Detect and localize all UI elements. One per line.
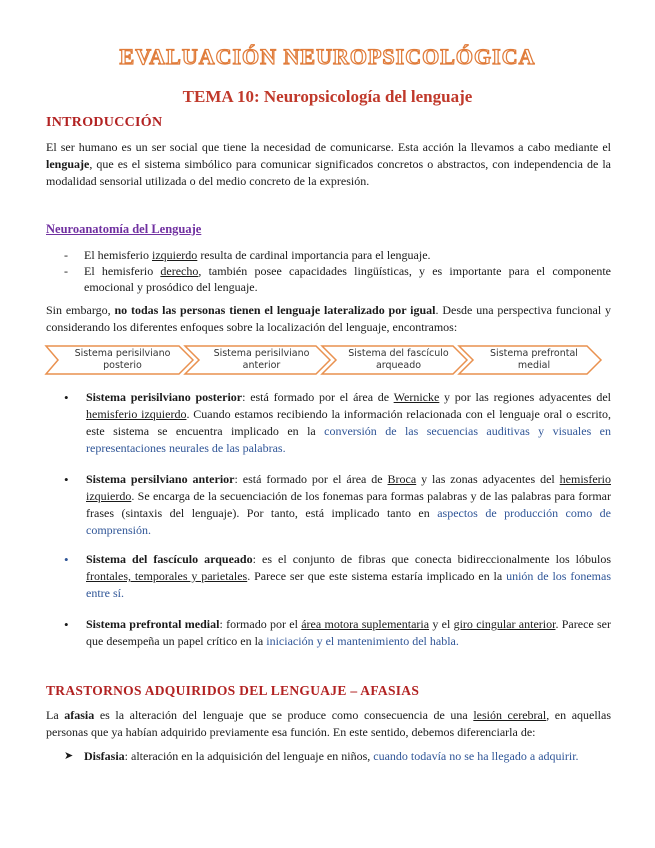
list-item: - El hemisferio derecho, también posee capacidades lingüísticas, y es importante para el componente emocional y prosódico del lenguaje. — [64, 264, 611, 294]
neuro-heading: Neuroanatomía del Lenguaje — [46, 222, 202, 236]
hemisphere-list — [46, 247, 611, 295]
intro-heading: INTRODUCCIÓN — [46, 115, 163, 130]
system-item-anterior: • Sistema persilviano anterior: está formado por el área de Broca y las zonas adyacentes del hemisferio izquierdo. Se encarga de la secuenciación de los fonemas para formas palabras y de las palabras para formar frases (sintaxis del lenguaje). Por tanto, está implicado tanto en aspectos de producción como de comprensión. — [64, 472, 611, 537]
chevron-label-2: Sistema perisilviano anterior — [213, 348, 310, 371]
afasia-paragraph: La afasia es la alteración del lenguaje que se produce como consecuencia de una lesión cerebral, en aquellas personas que ya habían adquirido previamente esa función. En este sentido, debemos diferenciarla de: — [46, 708, 612, 739]
system-item-prefrontal: • Sistema prefrontal medial: formado por el área motora suplementaria y el giro cingular anterior. Parece ser que desempeña un papel crítico en la iniciación y el mantenimiento del habla. — [64, 617, 612, 648]
systems-process-diagram — [44, 344, 604, 376]
chevron-label-3: Sistema del fascículo arqueado — [348, 348, 449, 371]
disfasia-item: ➤ Disfasia: alteración en la adquisición del lenguaje en niños, cuando todavía no se ha llegado a adquirir. — [64, 749, 579, 763]
system-item-posterior: • Sistema perisilviano posterior: está formado por el área de Wernicke y por las regiones adyacentes del hemisferio izquierdo. Cuando estamos recibiendo la información relacionada con el lenguaje oral o escrito, este sistema se encuentra implicado en la conversión de las secuencias auditivas y visuales en representaciones neurales de las palabras. — [64, 390, 611, 455]
intro-paragraph: El ser humano es un ser social que tiene la necesidad de comunicarse. Esta acción la llevamos a cabo mediante el lenguaje, que es el sistema simbólico para comunicar significados concretos o abstractos, con independencia de la modalidad sensorial utilizada o del medio concreto de la expresión. — [46, 140, 611, 188]
document-title: EVALUACIÓN NEUROPSICOLÓGICA — [119, 44, 536, 69]
lateralization-paragraph: Sin embargo, no todas las personas tienen el lenguaje lateralizado por igual. Desde una perspectiva funcional y considerando los diferentes enfoques sobre la localización del lenguaje, encontramos: — [46, 303, 611, 334]
document-subtitle: TEMA 10: Neuropsicología del lenguaje — [182, 87, 473, 106]
system-item-arqueado: • Sistema del fascículo arqueado: es el conjunto de fibras que conecta bidireccionalmente los lóbulos frontales, temporales y parietales. Parece ser que este sistema estaría implicado en la unión de los fonemas entre sí. — [64, 552, 611, 600]
arrow-bullet-icon: ➤ — [64, 750, 74, 762]
chevron-label-4: Sistema prefrontal medial — [490, 348, 578, 371]
list-item: - El hemisferio izquierdo resulta de cardinal importancia para el lenguaje. — [64, 248, 431, 262]
afasias-heading: TRASTORNOS ADQUIRIDOS DEL LENGUAJE – AFASIAS — [46, 683, 420, 698]
chevron-label-1: Sistema perisilviano posterio — [74, 348, 171, 371]
